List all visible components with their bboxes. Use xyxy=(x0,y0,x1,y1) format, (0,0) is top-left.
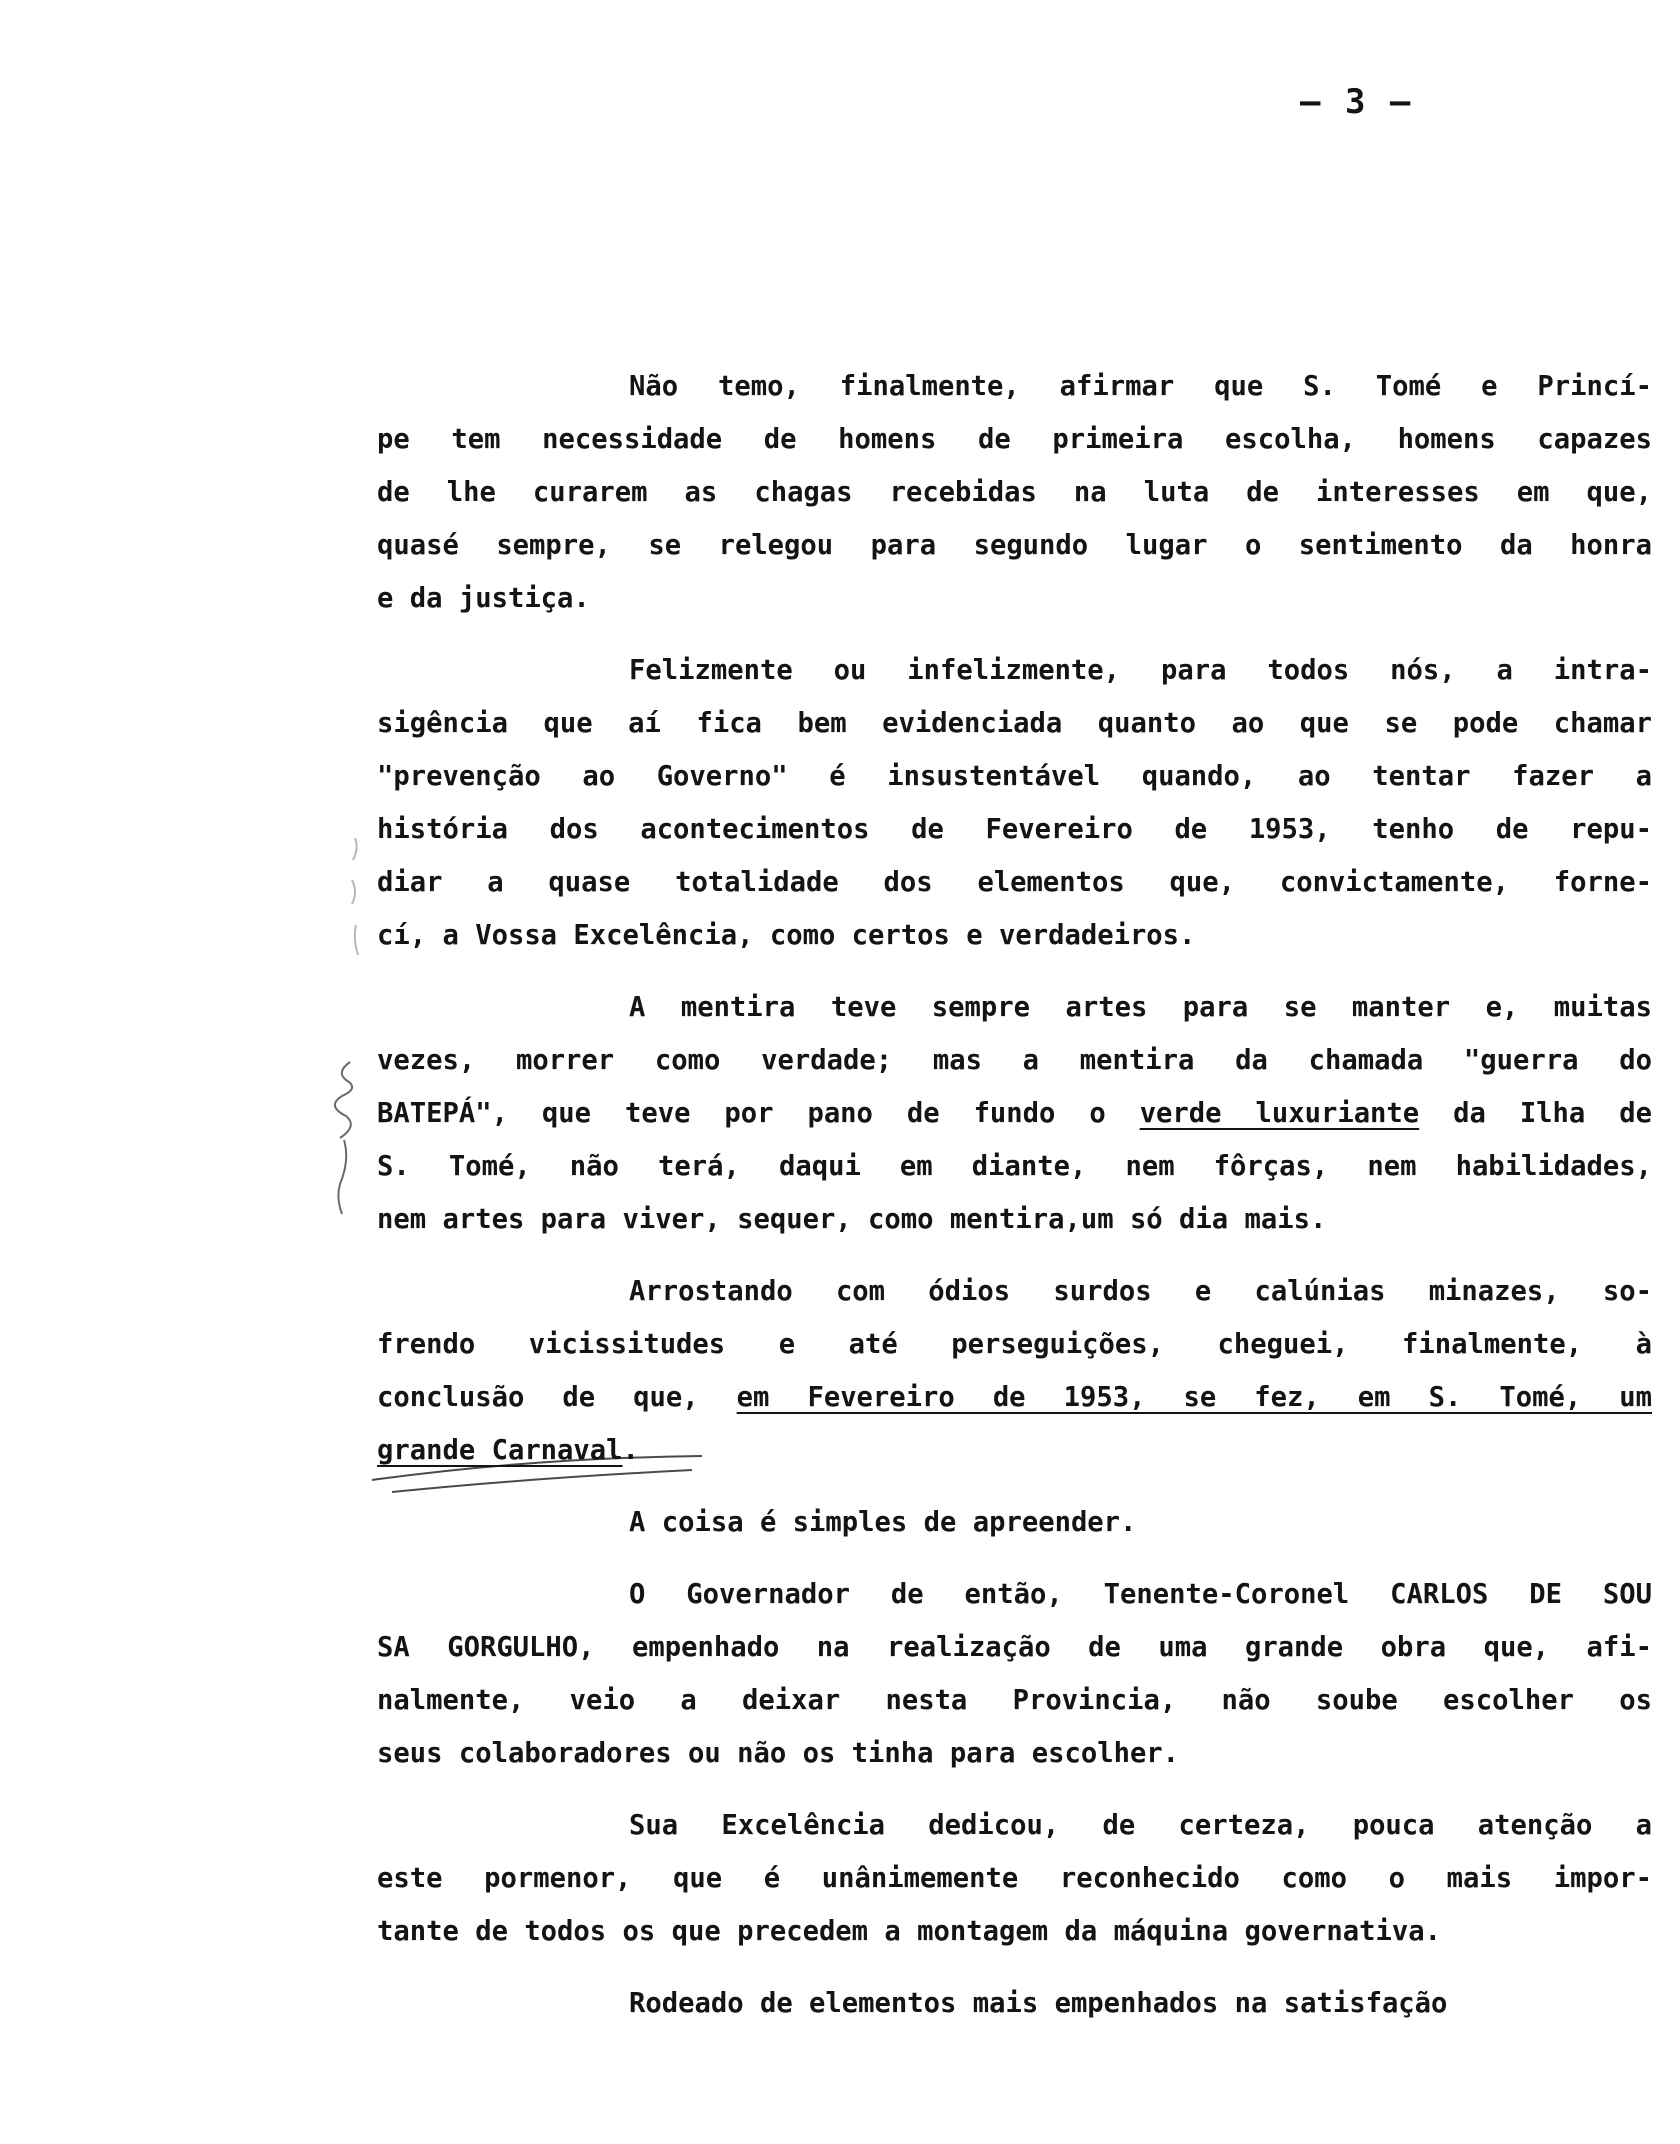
paragraph xyxy=(377,981,1652,1246)
paragraph xyxy=(377,1265,1652,1477)
text-line: frendo vicissitudes e até perseguições, cheguei, finalmente, à xyxy=(377,1329,1652,1360)
text-line: e da justiça. xyxy=(377,583,590,614)
text-line: Sua Excelência dedicou, de certeza, pouca atenção a xyxy=(629,1810,1652,1841)
text-line: sigência que aí fica bem evidenciada quanto ao que se pode chamar xyxy=(377,708,1652,739)
text-line: cí, a Vossa Excelência, como certos e verdadeiros. xyxy=(377,920,1196,951)
text-line: seus colaboradores ou não os tinha para escolher. xyxy=(377,1738,1180,1769)
text-segment: . xyxy=(622,1435,639,1466)
text-line: Não temo, finalmente, afirmar que S. Tomé e Princí- xyxy=(629,371,1652,402)
text-line: Felizmente ou infelizmente, para todos nós, a intra- xyxy=(629,655,1652,686)
text-line: Rodeado de elementos mais empenhados na satisfação xyxy=(629,1988,1448,2019)
margin-handwritten-squiggle xyxy=(335,1062,352,1214)
text-line: A mentira teve sempre artes para se manter e, muitas xyxy=(629,992,1652,1023)
paragraph xyxy=(377,1977,1652,2030)
text-line: S. Tomé, não terá, daqui em diante, nem fôrças, nem habilidades, xyxy=(377,1151,1652,1182)
paragraph xyxy=(377,1568,1652,1780)
text-line: pe tem necessidade de homens de primeira escolha, homens capazes xyxy=(377,424,1652,455)
text-line: "prevenção ao Governo" é insustentável quando, ao tentar fazer a xyxy=(377,761,1652,792)
paragraph xyxy=(377,644,1652,962)
letter-body xyxy=(377,360,1652,2030)
paragraph xyxy=(377,1799,1652,1958)
text-line: Arrostando com ódios surdos e calúnias minazes, so- xyxy=(629,1276,1652,1307)
margin-pencil-mark xyxy=(352,838,358,955)
page-number: — 3 — xyxy=(1300,82,1413,122)
text-line: O Governador de então, Tenente-Coronel CARLOS DE SOU xyxy=(629,1579,1652,1610)
underlined-phrase: verde luxuriante xyxy=(1139,1098,1420,1129)
text-line: BATEPÁ", que teve por pano de fundo o verde luxuriante da Ilha de xyxy=(377,1098,1652,1129)
text-line: nalmente, veio a deixar nesta Provincia, não soube escolher os xyxy=(377,1685,1652,1716)
paragraph xyxy=(377,1496,1652,1549)
text-segment: conclusão de que, xyxy=(377,1382,737,1413)
text-line: SA GORGULHO, empenhado na realização de uma grande obra que, afi- xyxy=(377,1632,1652,1663)
text-line: tante de todos os que precedem a montagem da máquina governativa. xyxy=(377,1916,1441,1947)
text-line xyxy=(377,1371,1652,1424)
underlined-phrase: grande Carnaval xyxy=(377,1435,623,1466)
text-line: vezes, morrer como verdade; mas a mentira da chamada "guerra do xyxy=(377,1045,1652,1076)
text-line: A coisa é simples de apreender. xyxy=(629,1507,1137,1538)
text-line: nem artes para viver, sequer, como mentira,um só dia mais. xyxy=(377,1204,1327,1235)
text-line: este pormenor, que é unânimemente reconhecido como o mais impor- xyxy=(377,1863,1652,1894)
text-line: diar a quase totalidade dos elementos que, convictamente, forne- xyxy=(377,867,1652,898)
text-line: de lhe curarem as chagas recebidas na luta de interesses em que, xyxy=(377,477,1652,508)
text-line xyxy=(377,1424,1652,1477)
text-line: história dos acontecimentos de Fevereiro de 1953, tenho de repu- xyxy=(377,814,1652,845)
text-line: quasé sempre, se relegou para segundo lugar o sentimento da honra xyxy=(377,530,1652,561)
underlined-phrase: em Fevereiro de 1953, se fez, em S. Tomé, um xyxy=(736,1382,1652,1413)
paragraph xyxy=(377,360,1652,625)
